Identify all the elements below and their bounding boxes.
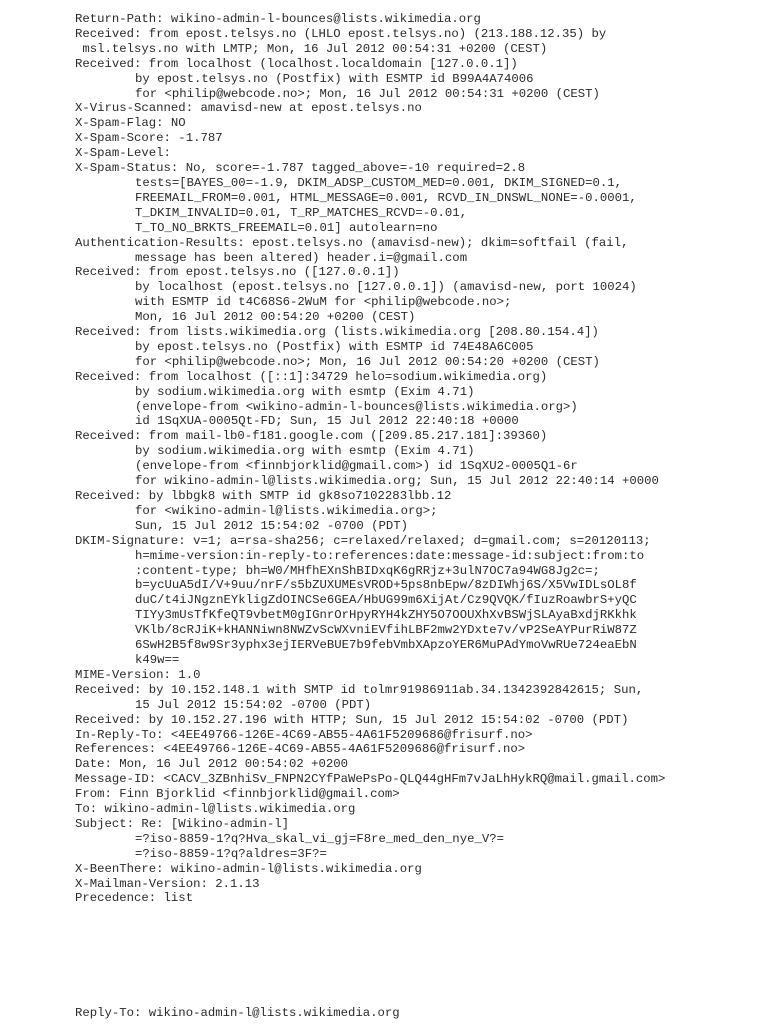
header-continuation-line: with ESMTP id t4C68S6-2WuM for <philip@webcode.no>; <box>135 295 512 310</box>
header-continuation-line: FREEMAIL_FROM=0.001, HTML_MESSAGE=0.001, RCVD_IN_DNSWL_NONE=-0.0001, <box>135 190 637 205</box>
header-continuation-line: 6SwH2B5f8w9Sr3yphx3ejIERVeBUE7b9febVmbXApzoYER6MuPAdYmoVwRUe724eaEbN <box>135 638 637 653</box>
header-line: Received: by 10.152.27.196 with HTTP; Sun, 15 Jul 2012 15:54:02 -0700 (PDT) <box>75 712 629 727</box>
header-continuation-line: tests=[BAYES_00=-1.9, DKIM_ADSP_CUSTOM_MED=0.001, DKIM_SIGNED=0.1, <box>135 175 623 190</box>
header-line: Received: from lists.wikimedia.org (lists.wikimedia.org [208.80.154.4]) <box>75 325 599 340</box>
header-continuation-line: h=mime-version:in-reply-to:references:date:message-id:subject:from:to <box>135 548 645 563</box>
header-line: To: wikino-admin-l@lists.wikimedia.org <box>75 802 356 817</box>
email-headers-block <box>75 12 765 906</box>
header-line: References: <4EE49766-126E-4C69-AB55-4A61F5209686@frisurf.no> <box>75 742 526 757</box>
header-continuation-line: by localhost (epost.telsys.no [127.0.0.1]) (amavisd-new, port 10024) <box>135 280 637 295</box>
reply-to-header: Reply-To: wikino-admin-l@lists.wikimedia.org <box>75 1006 400 1020</box>
header-line: Received: from epost.telsys.no ([127.0.0.1]) <box>75 265 400 280</box>
header-continuation-line: message has been altered) header.i=@gmail.com <box>135 250 468 265</box>
header-line: X-Spam-Flag: NO <box>75 116 186 131</box>
header-continuation-line: for <wikino-admin-l@lists.wikimedia.org>; <box>135 503 438 518</box>
header-continuation-line: 15 Jul 2012 15:54:02 -0700 (PDT) <box>135 697 372 712</box>
header-line: MIME-Version: 1.0 <box>75 667 201 682</box>
header-continuation-line: :content-type; bh=W0/MHfhEXnShBIDxqK6gRRjz+3ulN7OC7a94WG8Jg2c=; <box>135 563 600 578</box>
header-continuation-line: Mon, 16 Jul 2012 00:54:20 +0200 (CEST) <box>135 310 416 325</box>
header-continuation-line: Sun, 15 Jul 2012 15:54:02 -0700 (PDT) <box>135 518 409 533</box>
header-continuation-line: TIYy3mUsTfKfeQT9vbetM0gIGnrOrHpyRYH4kZHY5O7OOUXhXvBSWjSLAyaBxdjRKkhk <box>135 608 637 623</box>
header-continuation-line: for <philip@webcode.no>; Mon, 16 Jul 2012 00:54:31 +0200 (CEST) <box>135 86 600 101</box>
header-line: In-Reply-To: <4EE49766-126E-4C69-AB55-4A61F5209686@frisurf.no> <box>75 727 533 742</box>
header-line: X-Spam-Score: -1.787 <box>75 131 223 146</box>
header-line: Received: from localhost (localhost.localdomain [127.0.0.1]) <box>75 56 518 71</box>
header-line: Received: by lbbgk8 with SMTP id gk8so7102283lbb.12 <box>75 489 452 503</box>
header-continuation-line: (envelope-from <finnbjorklid@gmail.com>) id 1SqXU2-0005Q1-6r <box>135 459 578 474</box>
header-continuation-line: =?iso-8859-1?q?Hva_skal_vi_gj=F8re_med_den_nye_V?= <box>135 831 504 846</box>
header-line: From: Finn Bjorklid <finnbjorklid@gmail.com> <box>75 787 400 802</box>
header-continuation-line: id 1SqXUA-0005Qt-FD; Sun, 15 Jul 2012 22:40:18 +0000 <box>135 414 519 429</box>
header-continuation-line: by sodium.wikimedia.org with esmtp (Exim 4.71) <box>135 444 475 459</box>
header-line: X-Virus-Scanned: amavisd-new at epost.telsys.no <box>75 101 422 116</box>
header-continuation-line: (envelope-from <wikino-admin-l-bounces@lists.wikimedia.org>) <box>135 399 578 414</box>
header-line: Date: Mon, 16 Jul 2012 00:54:02 +0200 <box>75 757 349 772</box>
header-line: X-Spam-Status: No, score=-1.787 tagged_above=-10 required=2.8 <box>75 161 526 176</box>
header-line: Received: by 10.152.148.1 with SMTP id tolmr91986911ab.34.1342392842615; Sun, <box>75 682 644 697</box>
header-line: Subject: Re: [Wikino-admin-l] <box>75 816 290 831</box>
header-continuation-line: for <philip@webcode.no>; Mon, 16 Jul 2012 00:54:20 +0200 (CEST) <box>135 354 600 369</box>
header-line: Received: from epost.telsys.no (LHLO epost.telsys.no) (213.188.12.35) by <box>75 26 607 41</box>
header-continuation-line: T_TO_NO_BRKTS_FREEMAIL=0.01] autolearn=no <box>135 220 438 235</box>
header-line: Received: from localhost ([::1]:34729 helo=sodium.wikimedia.org) <box>75 369 548 384</box>
header-line: msl.telsys.no with LMTP; Mon, 16 Jul 2012 00:54:31 +0200 (CEST) <box>75 41 548 56</box>
header-line: X-BeenThere: wikino-admin-l@lists.wikimedia.org <box>75 861 422 876</box>
header-line: Message-ID: <CACV_3ZBnhiSv_FNPN2CYfPaWePsPo-QLQ44gHFm7vJaLhHykRQ@mail.gmail.com> <box>75 772 666 787</box>
header-continuation-line: T_DKIM_INVALID=0.01, T_RP_MATCHES_RCVD=-0.01, <box>135 205 468 220</box>
header-line: Received: from mail-lb0-f181.google.com ([209.85.217.181]:39360) <box>75 429 548 444</box>
header-continuation-line: by sodium.wikimedia.org with esmtp (Exim 4.71) <box>135 384 475 399</box>
header-continuation-line: by epost.telsys.no (Postfix) with ESMTP id B99A4A74006 <box>135 71 534 86</box>
header-line: X-Spam-Level: <box>75 146 171 161</box>
header-continuation-line: =?iso-8859-1?q?aldres=3F?= <box>135 846 327 861</box>
header-continuation-line: duC/t4iJNgznEYkligZdOINCSe6GEA/HbUG99m6XijAt/Cz9QVQK/fIuzRoawbrS+yQC <box>135 593 637 608</box>
header-line: Precedence: list <box>75 891 194 906</box>
header-continuation-line: VKlb/8cRJiK+kHANNiwn8NWZvScWXvniEVfihLBF2mw2YDxte7v/vP2SeAYPurRiW87Z <box>135 623 637 638</box>
header-line: Authentication-Results: epost.telsys.no (amavisd-new); dkim=softfail (fail, <box>75 235 629 250</box>
header-continuation-line: for wikino-admin-l@lists.wikimedia.org; Sun, 15 Jul 2012 22:40:14 +0000 <box>135 474 659 489</box>
header-line: DKIM-Signature: v=1; a=rsa-sha256; c=relaxed/relaxed; d=gmail.com; s=20120113; <box>75 533 651 548</box>
header-continuation-line: k49w== <box>135 652 180 667</box>
header-line: Return-Path: wikino-admin-l-bounces@lists.wikimedia.org <box>75 12 481 26</box>
header-continuation-line: b=ycUuA5dI/V+9uu/nrF/s5bZUXUMEsVROD+5ps8nbEpw/8zDIWhj6S/X5VwIDLsOL8f <box>135 578 637 593</box>
header-line: X-Mailman-Version: 2.1.13 <box>75 876 260 891</box>
header-continuation-line: by epost.telsys.no (Postfix) with ESMTP id 74E48A6C005 <box>135 339 534 354</box>
